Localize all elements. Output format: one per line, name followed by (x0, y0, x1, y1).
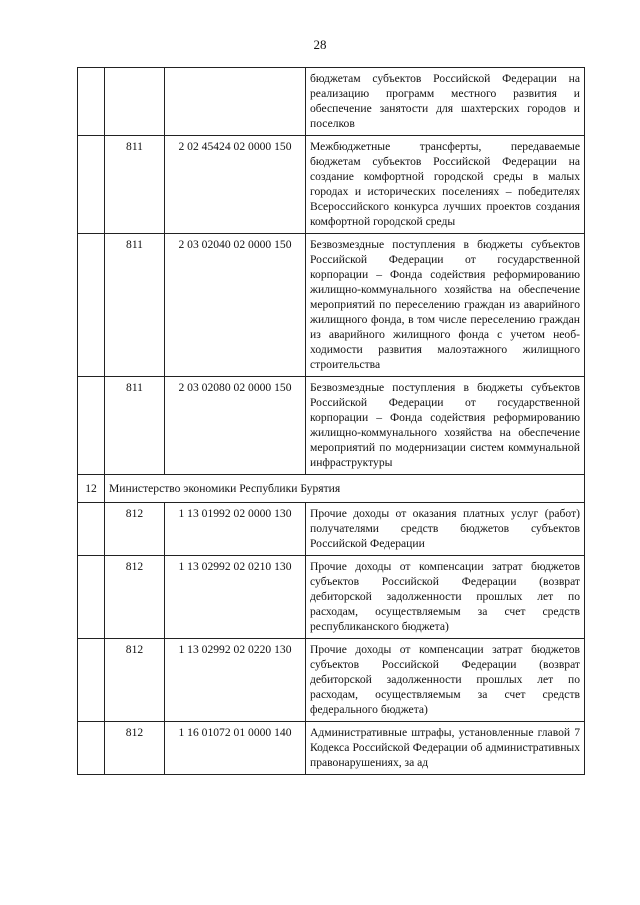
row-number-cell (78, 639, 105, 722)
section-title-cell: Министерство экономики Республики Бурятия (105, 475, 585, 503)
administrator-code-cell: 812 (105, 556, 165, 639)
revenue-code-cell: 1 13 01992 02 0000 130 (165, 503, 306, 556)
revenue-code-cell: 2 03 02040 02 0000 150 (165, 234, 306, 377)
revenue-code-cell: 1 13 02992 02 0220 130 (165, 639, 306, 722)
row-number-cell (78, 556, 105, 639)
revenue-name-cell: Административные штрафы, установленные главой 7 Кодекса Российской Федерации об административных правонарушениях, за ад (306, 722, 585, 775)
revenue-code-cell: 2 03 02080 02 0000 150 (165, 377, 306, 475)
table-row (78, 136, 585, 234)
administrator-code-cell (105, 68, 165, 136)
administrator-code-cell: 811 (105, 377, 165, 475)
page-number: 28 (313, 37, 327, 52)
administrator-code-cell: 812 (105, 722, 165, 775)
table-row (78, 234, 585, 377)
revenue-codes-table (77, 67, 585, 775)
revenue-name-cell: Безвозмездные поступления в бюджеты субъектов Российской Федерации от государственной корпорации – Фонда содействия реформированию жилищно-коммунального хозяйства на обеспечение мероприятий по модернизации систем коммунальной инфраструктуры (306, 377, 585, 475)
table-row (78, 556, 585, 639)
revenue-code-cell: 2 02 45424 02 0000 150 (165, 136, 306, 234)
administrator-code-cell: 811 (105, 234, 165, 377)
administrator-code-cell: 812 (105, 503, 165, 556)
row-number-cell (78, 234, 105, 377)
row-number-cell (78, 377, 105, 475)
row-number-cell (78, 722, 105, 775)
table-row (78, 639, 585, 722)
table-row (78, 377, 585, 475)
revenue-name-cell: Прочие доходы от компенсации затрат бюджетов субъектов Российской Федерации (возврат дебиторской задолженности прошлых лет по расходам, осуществляемым за счет средств федерального бюджета) (306, 639, 585, 722)
row-number-cell (78, 68, 105, 136)
revenue-code-cell: 1 13 02992 02 0210 130 (165, 556, 306, 639)
section-header-row (78, 475, 585, 503)
revenue-code-cell (165, 68, 306, 136)
administrator-code-cell: 812 (105, 639, 165, 722)
revenue-name-cell: Прочие доходы от компенсации затрат бюджетов субъектов Российской Федерации (возврат дебиторской задолженности прошлых лет по расходам, осуществляемым за счет средств республиканского бюджета) (306, 556, 585, 639)
revenue-name-cell: Межбюджетные трансферты, передаваемые бюджетам субъектов Российской Федерации на создание комфортной городской среды в малых городах и исторических поселениях – победителях Всероссийского конкурса лучших проектов создания комфортной городской среды (306, 136, 585, 234)
row-number-cell (78, 136, 105, 234)
revenue-name-cell: Прочие доходы от оказания платных услуг (работ) получателями средств бюджетов субъектов Российской Федерации (306, 503, 585, 556)
table-row (78, 68, 585, 136)
table-row (78, 722, 585, 775)
section-number-cell: 12 (78, 475, 105, 503)
row-number-cell (78, 503, 105, 556)
revenue-code-cell: 1 16 01072 01 0000 140 (165, 722, 306, 775)
revenue-name-cell: Безвозмездные поступления в бюджеты субъектов Российской Федерации от государственной корпорации – Фонда содействия реформированию жилищно-коммунального хозяйства на обеспечение мероприятий по переселению граждан из аварийного жилищного фонда, в том числе переселению граждан из аварийного жилищного фонда с учетом необходимости развития малоэтажного жилищного строительства (306, 234, 585, 377)
revenue-name-cell: бюджетам субъектов Российской Федерации на реализацию программ местного развития и обеспечение занятости для шахтерских городов и поселков (306, 68, 585, 136)
table-row (78, 503, 585, 556)
administrator-code-cell: 811 (105, 136, 165, 234)
